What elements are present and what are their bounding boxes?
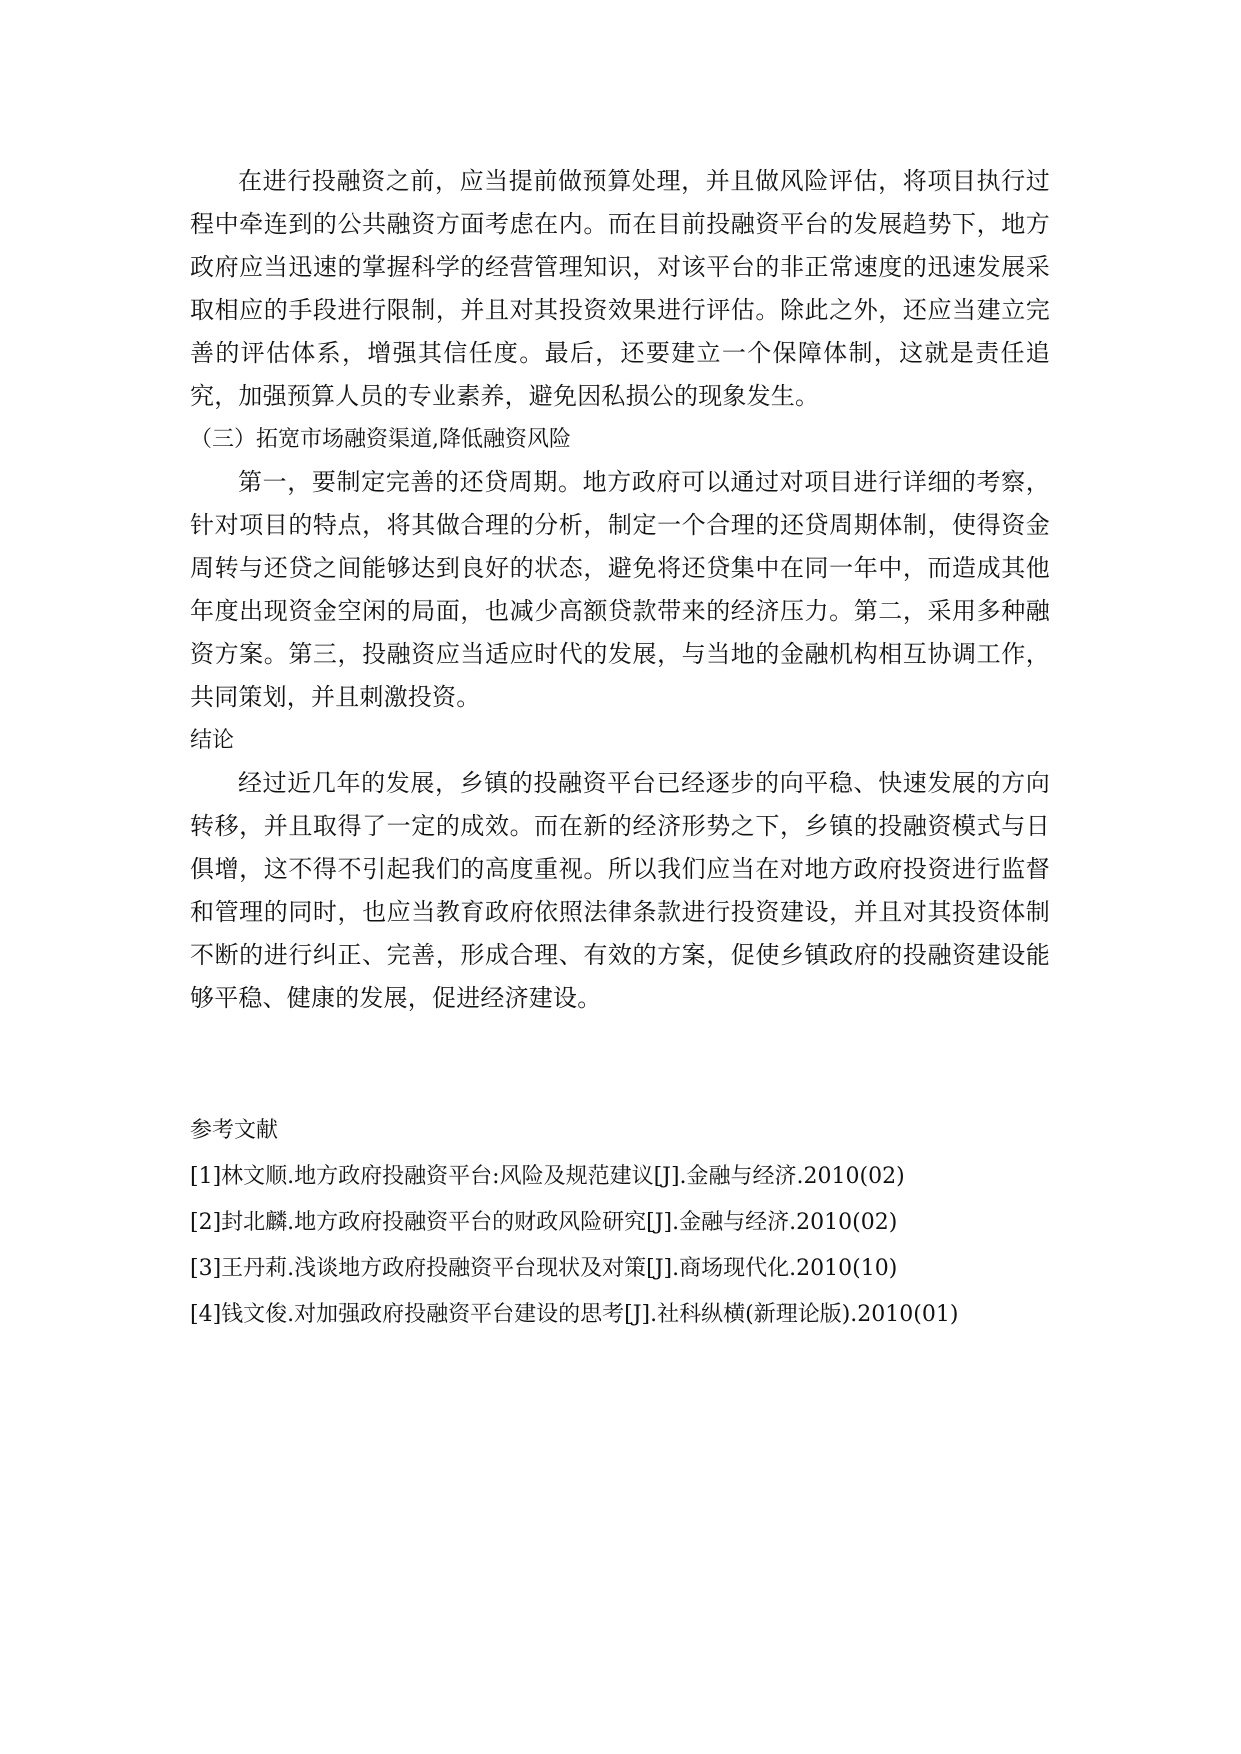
section-heading-financing-channels: （三）拓宽市场融资渠道,降低融资风险 [190, 427, 571, 452]
section-heading-conclusion: 结论 [190, 728, 235, 753]
reference-item-2: [2]封北麟.地方政府投融资平台的财政风险研究[J].金融与经济.2010(02) [190, 1210, 898, 1235]
page-content [190, 160, 1050, 1338]
paragraph-repayment-cycle: 第一，要制定完善的还贷周期。地方政府可以通过对项目进行详细的考察，针对项目的特点，将其做合理的分析，制定一个合理的还贷周期体制，使得资金周转与还贷之间能够达到良好的状态，避免将还贷集中在同一年中，而造成其他年度出现资金空闲的局面，也减少高额贷款带来的经济压力。第二，采用多种融资方案。第三，投融资应当适应时代的发展，与当地的金融机构相互协调工作，共同策划，并且刺激投资。 [190, 468, 1050, 711]
references-title: 参考文献 [190, 1118, 279, 1143]
references-list [190, 1154, 1050, 1338]
paragraph-budget-risk: 在进行投融资之前，应当提前做预算处理，并且做风险评估，将项目执行过程中牵连到的公共融资方面考虑在内。而在目前投融资平台的发展趋势下，地方政府应当迅速的掌握科学的经营管理知识，对该平台的非正常速度的迅速发展采取相应的手段进行限制，并且对其投资效果进行评估。除此之外，还应当建立完善的评估体系，增强其信任度。最后，还要建立一个保障体制，这就是责任追究，加强预算人员的专业素养，避免因私损公的现象发生。 [190, 167, 1050, 410]
reference-item-1: [1]林文顺.地方政府投融资平台:风险及规范建议[J].金融与经济.2010(02) [190, 1164, 905, 1189]
reference-item-4: [4]钱文俊.对加强政府投融资平台建设的思考[J].社科纵横(新理论版).2010(01) [190, 1302, 959, 1327]
paragraph-conclusion: 经过近几年的发展，乡镇的投融资平台已经逐步的向平稳、快速发展的方向转移，并且取得了一定的成效。而在新的经济形势之下，乡镇的投融资模式与日俱增，这不得不引起我们的高度重视。所以我们应当在对地方政府投资进行监督和管理的同时，也应当教育政府依照法律条款进行投资建设，并且对其投资体制不断的进行纠正、完善，形成合理、有效的方案，促使乡镇政府的投融资建设能够平稳、健康的发展，促进经济建设。 [190, 769, 1050, 1012]
reference-item-3: [3]王丹莉.浅谈地方政府投融资平台现状及对策[J].商场现代化.2010(10) [190, 1256, 898, 1281]
spacer [190, 1020, 1050, 1108]
